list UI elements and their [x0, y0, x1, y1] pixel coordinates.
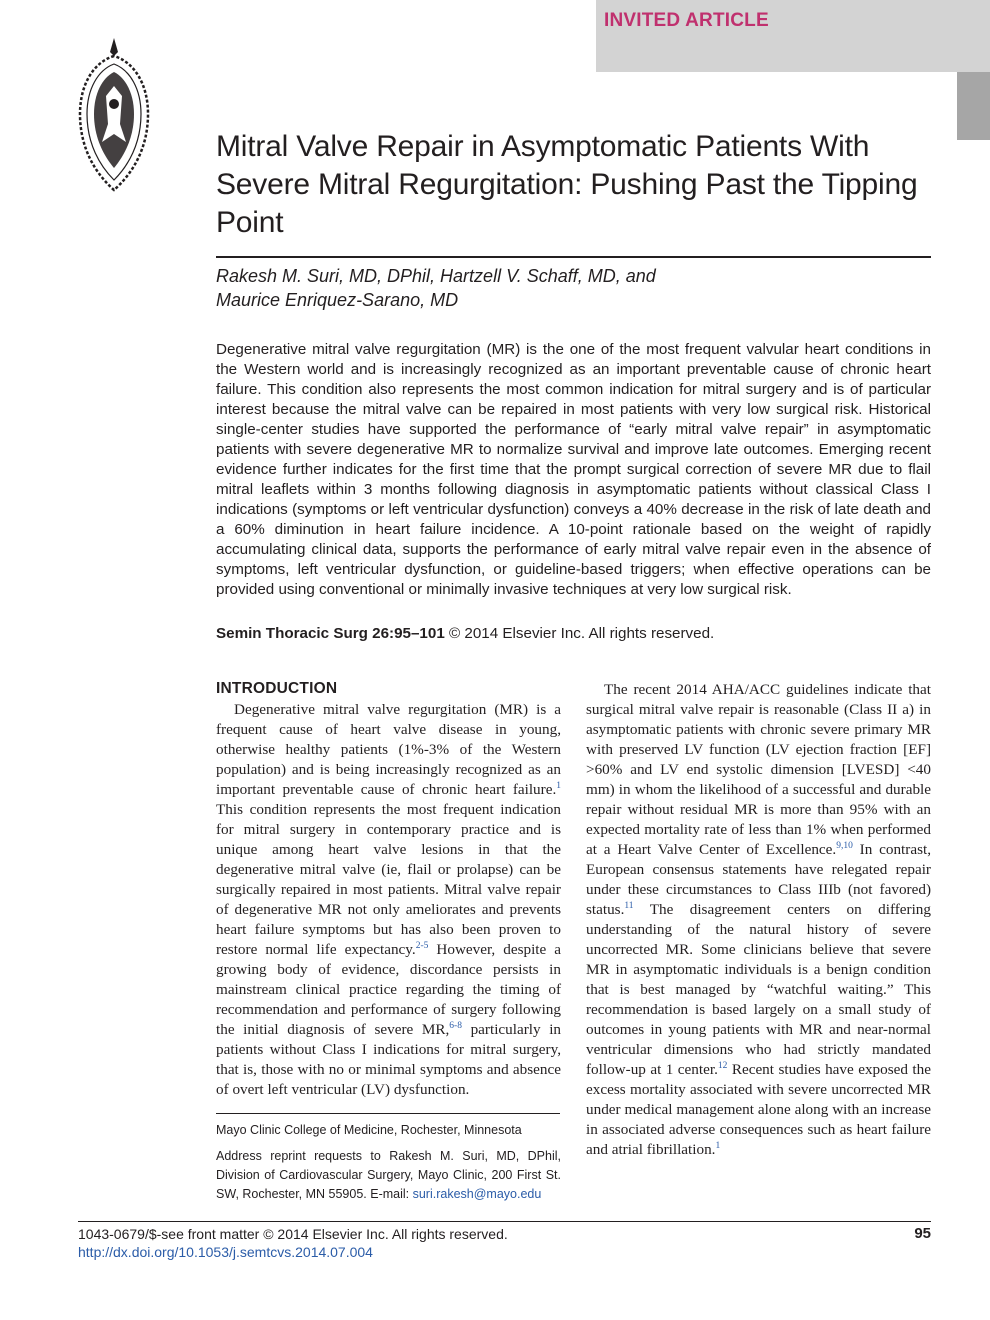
author-list — [216, 264, 931, 312]
body-text: particularly in patients without Class I indications for mitral surgery, that is, those with no or minimal symptoms and absence of overt left ventricular (LV) dysfunction. — [216, 1021, 562, 1098]
reference-link[interactable]: 9,10 — [836, 840, 853, 851]
body-text: However, despite a growing body of evidence, discordance persists in mainstream clinical practice regarding the timing of recommendation and performance of surgery following the initial diagnosis of severe MR, — [216, 941, 561, 1038]
body-text: Recent studies have exposed the excess mortality associated with severe uncorrected MR under medical management alone along with an increase in associated adverse consequences such as heart failure and atrial fibrillation. — [586, 1061, 931, 1158]
page-number: 95 — [914, 1225, 931, 1242]
reference-link[interactable]: 1 — [715, 1140, 721, 1151]
article-title: Mitral Valve Repair in Asymptomatic Patients With Severe Mitral Regurgitation: Pushing Past the Tipping Point — [216, 130, 918, 239]
side-tab-strip — [957, 72, 990, 140]
right-column — [586, 680, 931, 1160]
footer-divider — [78, 1221, 931, 1222]
reference-link[interactable]: 2-5 — [415, 940, 429, 951]
author-line: Rakesh M. Suri, MD, DPhil, Hartzell V. Schaff, MD, and — [216, 266, 656, 286]
reference-link[interactable]: 11 — [624, 900, 634, 911]
doi-link[interactable]: http://dx.doi.org/10.1053/j.semtcvs.2014.07.004 — [78, 1244, 373, 1260]
article-type-banner — [596, 0, 990, 72]
crest-logo-icon — [74, 34, 154, 194]
affiliation-divider — [216, 1113, 560, 1114]
body-text: In contrast, European consensus statements have relegated repair under these circumstances to Class IIIb (not favored) status. — [586, 841, 931, 918]
intro-paragraph — [216, 700, 561, 1100]
citation-line — [216, 624, 931, 644]
body-text: The disagreement centers on differing understanding of the natural history of severe uncorrected MR. Some clinicians believe that severe MR in asymptomatic individuals is a benign condition that is best managed by “watchful waiting.” This recommendation is based largely on a small study of outcomes in young patients with MR and near-normal ventricular dimensions who had strictly mandated follow-up at 1 center. — [586, 901, 931, 1078]
body-text: The recent 2014 AHA/ACC guidelines indicate that surgical mitral valve repair is reasonable (Class II a) in asymptomatic patients with chronic severe primary MR with preserved LV function (LV ejection fraction [EF] >60% and LV end systolic dimension [LVESD] <40 mm) in whom the likelihood of a successful and durable repair without residual MR is more than 95% with an expected mortality rate of less than 1% when performed at a Heart Valve Center of Excellence. — [586, 681, 931, 858]
abstract-text: Degenerative mitral valve regurgitation (MR) is the one of the most frequent valvular heart conditions in the Western world and is increasingly recognized as an important preventable cause of chronic heart failure. This condition also represents the most common indication for mitral surgery and is of particular interest because the mitral valve can be repaired in most patients with very low surgical risk. Historical single-center studies have supported the performance of “early mitral valve repair” in asymptomatic patients with severe degenerative MR to normalize survival and improve late outcomes. Emerging recent evidence further indicates for the first time that the prompt surgical correction of severe MR due to flail mitral leaflets within 3 months following diagnosis in asymptomatic patients without classical Class I indications (symptoms or left ventricular dysfunction) conveys a 40% decrease in the risk of late death and a 60% diminution in heart failure incidence. A 10-point rationale based on the weight of rapidly accumulating clinical data, supports the performance of early mitral valve repair even in the absence of symptoms, left ventricular dysfunction, or guideline-based triggers; when effective operations can be provided using conventional or minimally invasive techniques at very low surgical risk. — [216, 341, 931, 598]
body-text: Degenerative mitral valve regurgitation (MR) is a frequent cause of heart valve disease in young, otherwise healthy patients (1%-3% of the Western population) and is being increasingly recognized as an important preventable cause of chronic heart failure. — [216, 701, 561, 798]
reference-link[interactable]: 1 — [556, 780, 561, 791]
reference-link[interactable]: 12 — [717, 1060, 728, 1071]
reprint-address — [216, 1147, 561, 1204]
title-divider — [216, 256, 931, 258]
author-line: Maurice Enriquez-Sarano, MD — [216, 290, 459, 310]
issn-line: 1043-0679/$-see front matter © 2014 Elsevier Inc. All rights reserved. — [78, 1226, 508, 1242]
left-column — [216, 700, 561, 1100]
affiliation-institution: Mayo Clinic College of Medicine, Rochester, Minnesota — [216, 1123, 522, 1137]
copyright-text: © 2014 Elsevier Inc. All rights reserved. — [444, 625, 715, 642]
body-text: This condition represents the most frequent indication for mitral surgery in contemporary practice and is unique among heart valve lesions in that the degenerative mitral valve (ie, flail or prolapse) can be surgically repaired in most patients. Mitral valve repair of degenerative MR not only ameliorates and prevents heart failure symptoms but has also been proven to restore normal life expectancy. — [216, 801, 561, 958]
article-type-label: INVITED ARTICLE — [604, 10, 769, 31]
address-text: Address reprint requests to Rakesh M. Suri, MD, DPhil, Division of Cardiovascular Surgery, Mayo Clinic, 200 First St. SW, Rochester, MN 55905. E-mail: — [216, 1149, 561, 1201]
section-heading-introduction: INTRODUCTION — [216, 680, 338, 697]
journal-citation: Semin Thoracic Surg 26:95–101 — [216, 625, 445, 642]
reference-link[interactable]: 6-8 — [449, 1020, 462, 1031]
email-link[interactable]: suri.rakesh@mayo.edu — [412, 1187, 542, 1201]
intro-paragraph — [586, 680, 931, 1160]
